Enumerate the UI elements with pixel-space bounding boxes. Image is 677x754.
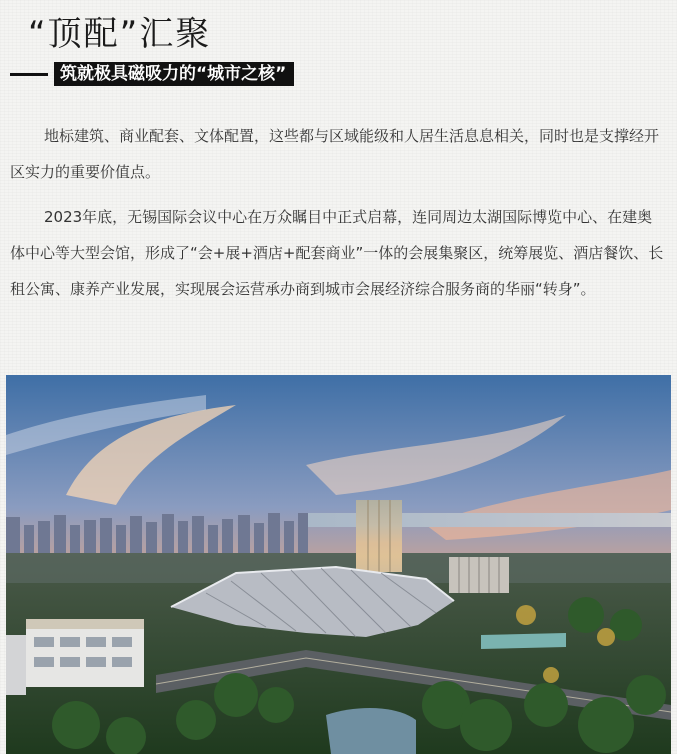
page-title: “顶配”汇聚 bbox=[28, 14, 212, 54]
heading-dash-divider bbox=[10, 73, 48, 76]
section-heading bbox=[10, 62, 294, 86]
paragraph-landmarks: 地标建筑、商业配套、文体配置，这些都与区域能级和人居生活息息相关，同时也是支撑经开区实力的重要价值点。 bbox=[10, 127, 660, 181]
section-subtitle: 筑就极具磁吸力的“城市之核” bbox=[54, 62, 294, 86]
paragraph-convention-center: 2023年底，无锡国际会议中心在万众瞩目中正式启幕，连同周边太湖国际博览中心、在建奥体中心等大型会馆，形成了“会+展+酒店+配套商业”一体的会展集聚区，统筹展览、酒店餐饮、长租公寓、康养产业发展，实现展会运营承办商到城市会展经济综合服务商的华丽“转身”。 bbox=[10, 208, 664, 298]
aerial-city-photo bbox=[6, 375, 671, 754]
